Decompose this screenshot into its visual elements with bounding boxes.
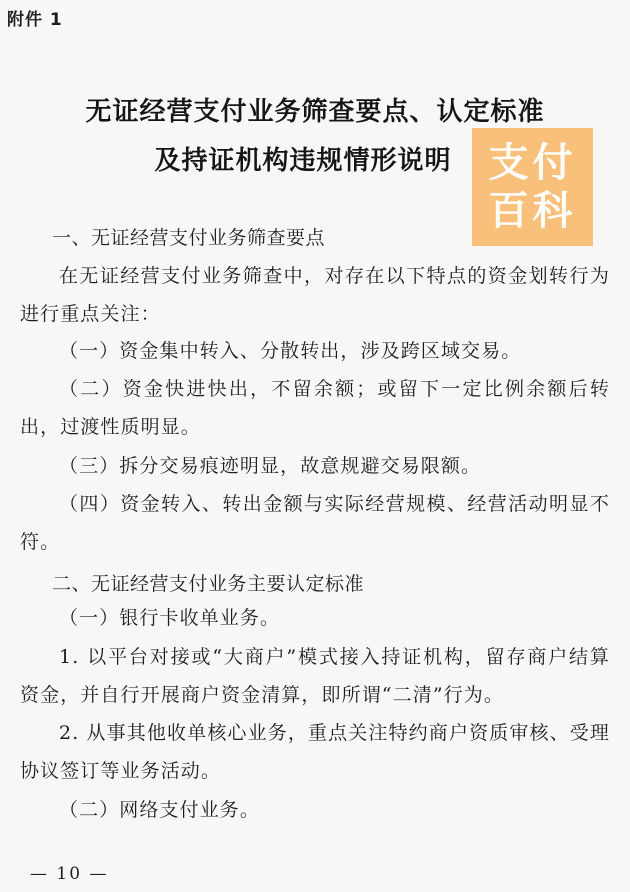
section-1-item-1: （一）资金集中转入、分散转出，涉及跨区域交易。 — [59, 340, 522, 362]
page-number: — 10 — — [30, 864, 109, 884]
watermark-line-1: 支付 — [488, 140, 577, 186]
section-2-subsection-2: （二）网络支付业务。 — [59, 799, 261, 821]
attachment-label: 附件 1 — [7, 10, 63, 30]
section-2-point-1: 1. 以平台对接或“大商户”模式接入持证机构，留存商户结算资金，并自行开展商户资金清算，即所谓“二清”行为。 — [20, 646, 610, 706]
section-1-item-2: （二）资金快进快出，不留余额；或留下一定比例余额后转出，过渡性质明显。 — [20, 378, 610, 438]
section-2-point-2: 2. 从事其他收单核心业务，重点关注特约商户资质审核、受理协议签订等业务活动。 — [20, 722, 610, 782]
section-2-subsection-1: （一）银行卡收单业务。 — [59, 607, 281, 629]
section-2-heading: 二、无证经营支付业务主要认定标准 — [52, 573, 365, 595]
section-1-item-3: （三）拆分交易痕迹明显，故意规避交易限额。 — [59, 455, 482, 477]
watermark-logo — [472, 128, 593, 246]
document-title-line-2: 及持证机构违规情形说明 — [154, 146, 452, 176]
section-1-intro: 在无证经营支付业务筛查中，对存在以下特点的资金划转行为进行重点关注： — [20, 265, 610, 325]
document-title-line-1: 无证经营支付业务筛查要点、认定标准 — [85, 97, 545, 127]
section-1-item-4: （四）资金转入、转出金额与实际经营规模、经营活动明显不符。 — [20, 493, 610, 553]
watermark-line-2: 百科 — [488, 188, 577, 234]
section-1-heading: 一、无证经营支付业务筛查要点 — [52, 227, 326, 249]
